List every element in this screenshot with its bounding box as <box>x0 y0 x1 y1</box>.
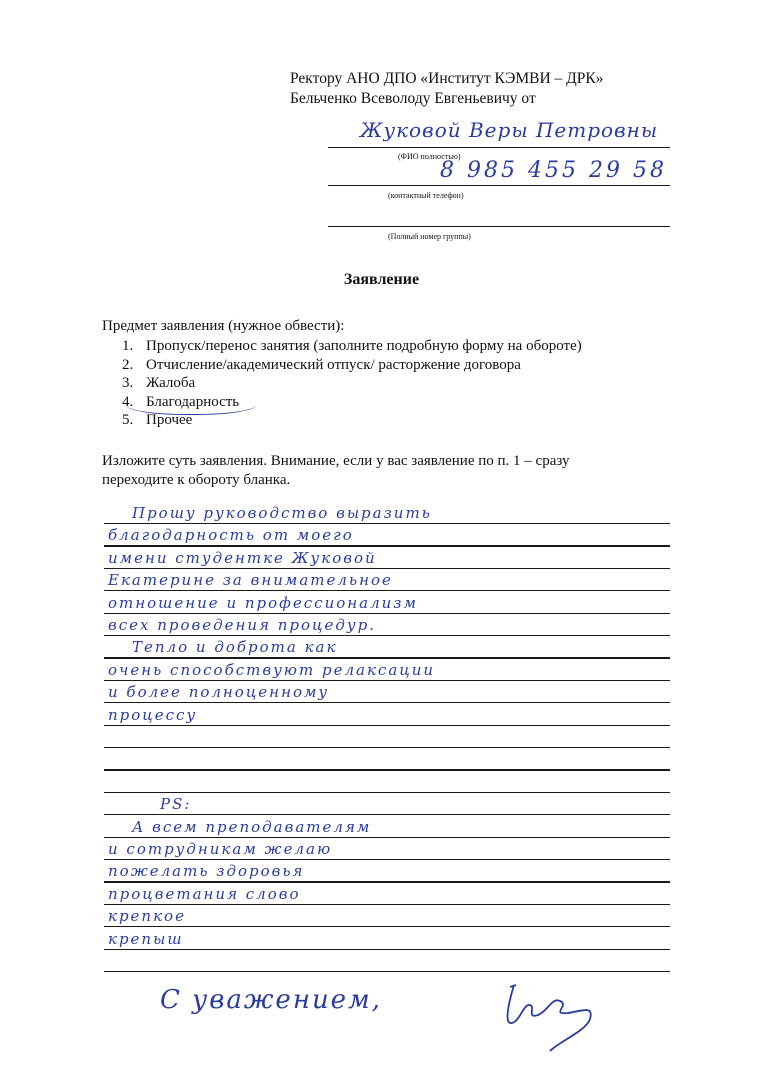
essay-ruled-line <box>104 859 670 860</box>
subject-prompt: Предмет заявления (нужное обвести): <box>102 318 345 334</box>
instructions-line-2: переходите к обороту бланка. <box>102 472 291 488</box>
essay-ruled-line <box>104 523 670 524</box>
subject-options <box>122 337 582 430</box>
essay-ruled-line <box>104 814 670 815</box>
essay-handwritten-line: очень способствуют релаксации <box>108 660 436 679</box>
phone-field-caption: (контактный телефон) <box>388 191 464 200</box>
essay-handwritten-line: Тепло и доброта как <box>132 638 338 657</box>
closing-text: С уважением, <box>160 985 382 1015</box>
essay-handwritten-line: процветания слово <box>108 884 301 903</box>
essay-ruled-line <box>104 881 670 882</box>
name-field-line <box>328 147 670 148</box>
signature-icon <box>490 975 620 1055</box>
subject-option-selected[interactable]: 4. Благодарность <box>122 393 240 410</box>
name-field-caption: (ФИО полностью) <box>398 152 461 161</box>
subject-option[interactable]: 3. Жалоба <box>122 375 196 391</box>
essay-ruled-line <box>104 949 670 950</box>
essay-handwritten-line: процессу <box>108 705 198 724</box>
subject-option[interactable]: 2. Отчисление/академический отпуск/ расторжение договора <box>122 356 521 373</box>
essay-handwritten-line: всех проведения процедур. <box>108 616 376 634</box>
essay-handwritten-line: и сотрудникам желаю <box>108 840 333 858</box>
essay-handwritten-line: Екатерине за внимательное <box>108 571 393 590</box>
essay-ruled-line <box>104 568 670 569</box>
document-title: Заявление <box>343 271 420 288</box>
essay-ruled-line <box>104 635 670 636</box>
group-field-caption: (Полный номер группы) <box>388 232 471 241</box>
essay-ruled-line <box>104 545 670 546</box>
essay-handwritten-line: Прошу руководство выразить <box>132 504 432 522</box>
essay-ruled-line <box>104 702 670 703</box>
phone-field-line <box>328 185 670 186</box>
phone-field-value[interactable]: 8 985 455 29 58 <box>440 158 667 183</box>
essay-ruled-line <box>104 590 670 591</box>
essay-handwritten-line: пожелать здоровья <box>108 862 305 881</box>
recipient-line-2: Бельченко Всеволоду Евгеньевичу от <box>290 90 536 107</box>
essay-handwritten-line: имени студентке Жуковой <box>108 548 377 567</box>
instructions-line-1: Изложите суть заявления. Внимание, если у вас заявление по п. 1 – сразу <box>102 453 570 469</box>
recipient-line-1: Ректору АНО ДПО «Институт КЭМВИ – ДРК» <box>290 70 604 87</box>
subject-option[interactable]: 5. Прочее <box>122 412 193 428</box>
essay-handwritten-line: благодарность от моего <box>108 526 354 545</box>
essay-ruled-line <box>104 747 670 748</box>
essay-ruled-line <box>104 680 670 681</box>
essay-ruled-line <box>104 926 670 927</box>
essay-ruled-line <box>104 904 670 905</box>
essay-handwritten-line: PS: <box>160 795 192 814</box>
essay-ruled-line <box>104 837 670 838</box>
essay-ruled-line <box>104 971 670 972</box>
essay-handwritten-line: и более полноценному <box>108 683 330 702</box>
essay-ruled-line <box>104 725 670 726</box>
essay-ruled-line <box>104 769 670 770</box>
group-field-line <box>328 226 670 227</box>
essay-handwritten-line: крепыш <box>108 929 184 948</box>
essay-ruled-line <box>104 613 670 614</box>
essay-ruled-line <box>104 657 670 658</box>
name-field-value[interactable]: Жуковой Веры Петровны <box>360 118 659 142</box>
essay-handwritten-line: А всем преподавателям <box>132 817 372 836</box>
essay-ruled-line <box>104 792 670 793</box>
essay-handwritten-line: крепкое <box>108 907 186 926</box>
selection-underline-mark <box>126 392 256 415</box>
essay-handwritten-line: отношение и профессионализм <box>108 593 418 612</box>
subject-option[interactable]: 1. Пропуск/перенос занятия (заполните подробную форму на обороте) <box>122 338 582 354</box>
